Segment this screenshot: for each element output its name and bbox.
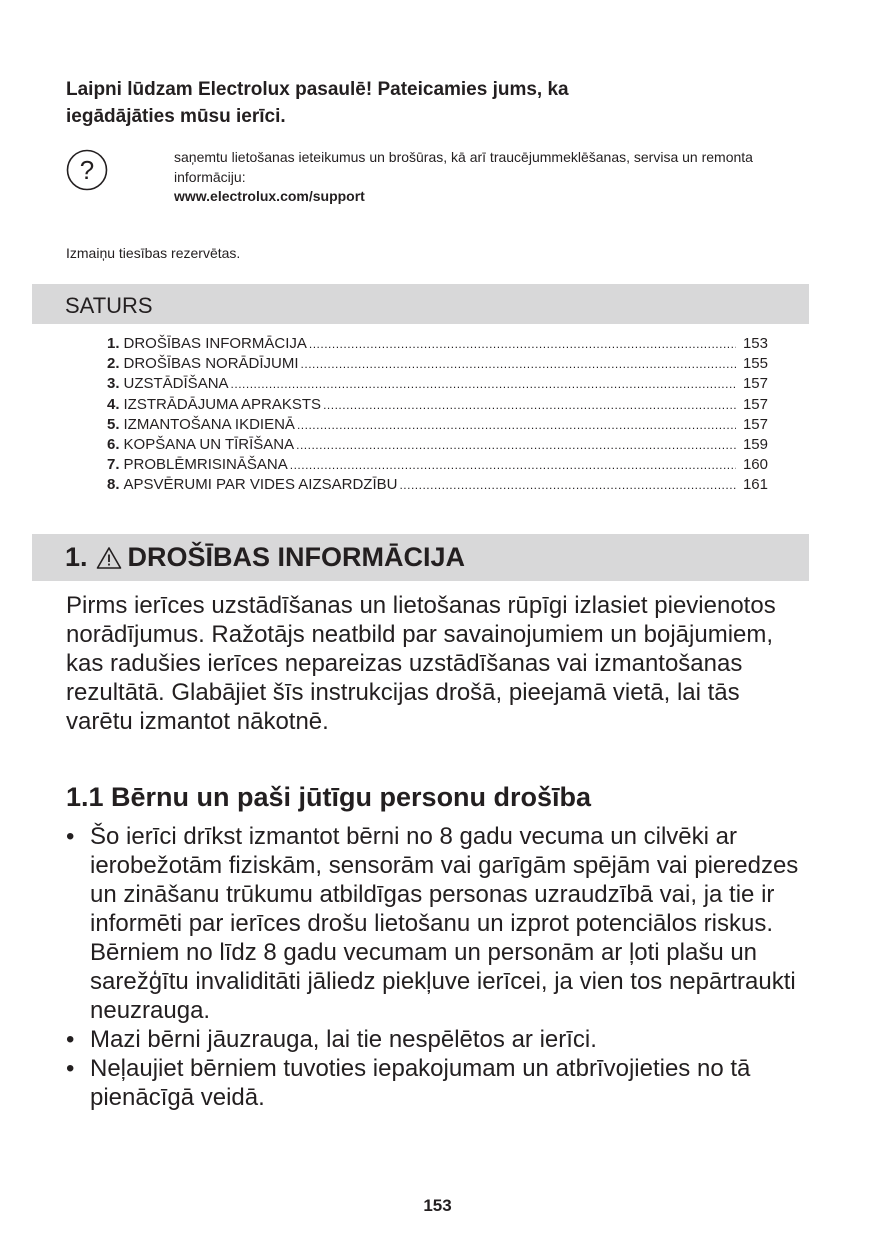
- toc-item-number: 4.: [107, 395, 120, 413]
- child-safety-list: [66, 822, 811, 1112]
- list-item: • Mazi bērni jāuzrauga, lai tie nespēlētos ar ierīci.: [66, 1025, 811, 1054]
- toc-header-band: [32, 284, 809, 324]
- toc-item[interactable]: [107, 395, 768, 415]
- toc-item-number: 5.: [107, 415, 120, 433]
- toc-item-title: IZMANTOŠANA IKDIENĀ: [123, 415, 295, 433]
- rights-notice: Izmaiņu tiesības rezervētas.: [66, 245, 241, 261]
- toc-item-page: 161: [742, 476, 768, 494]
- toc-item[interactable]: [107, 475, 768, 495]
- toc-item[interactable]: [107, 354, 768, 374]
- question-circle-icon: [66, 149, 108, 191]
- toc-item[interactable]: [107, 334, 768, 354]
- toc-item-title: KOPŠANA UN TĪRĪŠANA: [123, 435, 295, 453]
- page-number: 153: [423, 1196, 452, 1215]
- safety-intro-paragraph: Pirms ierīces uzstādīšanas un lietošanas rūpīgi izlasiet pievienotos norādījumus. Ražotājs neatbild par savainojumiem un bojājumiem, kas radušies ierīces nepareizas uzstādīšanas vai izmantošanas rezultātā. Glabājiet šīs instrukcijas drošā, pieejamā vietā, lai tās varētu izmantot nākotnē.: [66, 592, 776, 735]
- section-title: DROŠĪBAS INFORMĀCIJA: [127, 542, 466, 572]
- toc-item-number: 2.: [107, 355, 120, 373]
- toc-item-page: 157: [742, 375, 768, 393]
- toc-item-page: 155: [742, 355, 768, 373]
- toc-item-page: 159: [742, 435, 768, 453]
- subsection-heading: 1.1 Bērnu un paši jūtīgu personu drošība: [66, 782, 592, 812]
- toc-item-title: IZSTRĀDĀJUMA APRAKSTS: [123, 395, 322, 413]
- toc-item-page: 157: [742, 395, 768, 413]
- support-link[interactable]: www.electrolux.com/support: [174, 188, 365, 204]
- toc-item-page: 160: [742, 456, 768, 474]
- list-item: • Šo ierīci drīkst izmantot bērni no 8 gadu vecuma un cilvēki ar ierobežotām fiziskām, sensorām vai garīgām spējām vai pieredzes un zināšanu trūkumu atbildīgas personas uzraudzībā vai, ja tie ir informēti par ierīces drošu lietošanu un izprot potenciālos riskus. Bērniem no līdz 8 gadu vecumam un personām ar ļoti plašu un sarežģītu invaliditāti jāliedz piekļuve ierīcei, ja vien tos nepārtraukti neuzrauga.: [66, 822, 811, 1025]
- toc-item[interactable]: [107, 415, 768, 435]
- table-of-contents: [107, 334, 768, 496]
- toc-leader: [323, 395, 736, 415]
- toc-leader: [296, 435, 736, 455]
- toc-leader: [297, 415, 736, 435]
- support-text: saņemtu lietošanas ieteikumus un brošūras, kā arī traucējummeklēšanas, servisa un remonta informāciju:: [174, 149, 753, 185]
- toc-item-title: PROBLĒMRISINĀŠANA: [123, 456, 288, 474]
- support-info: [174, 148, 814, 207]
- svg-text:?: ?: [79, 155, 95, 185]
- toc-item[interactable]: [107, 455, 768, 475]
- toc-leader: [309, 334, 736, 354]
- warning-triangle-icon: [96, 546, 122, 570]
- welcome-line-2: iegādājāties mūsu ierīci.: [66, 106, 286, 127]
- toc-item-page: 153: [742, 335, 768, 352]
- section-number: 1.: [65, 542, 88, 572]
- toc-title: SATURS: [65, 293, 153, 318]
- toc-item-title: APSVĒRUMI PAR VIDES AIZSARDZĪBU: [123, 476, 398, 494]
- list-item: • Neļaujiet bērniem tuvoties iepakojumam un atbrīvojieties no tā pienācīgā veidā.: [66, 1054, 811, 1112]
- toc-leader: [231, 374, 736, 394]
- welcome-heading: [66, 76, 766, 130]
- welcome-line-1: Laipni lūdzam Electrolux pasaulē! Pateicamies jums, ka: [66, 79, 569, 100]
- toc-item[interactable]: [107, 374, 768, 394]
- toc-leader: [301, 354, 736, 374]
- toc-item-number: 8.: [107, 476, 120, 494]
- toc-leader: [290, 455, 736, 475]
- section-heading: [65, 542, 465, 573]
- toc-item[interactable]: [107, 435, 768, 455]
- section-header-band: [32, 534, 809, 581]
- toc-item-number: 6.: [107, 435, 120, 453]
- toc-item-title: UZSTĀDĪŠANA: [123, 375, 229, 393]
- toc-item-number: 1.: [107, 335, 120, 352]
- toc-item-number: 7.: [107, 456, 120, 474]
- toc-item-title: DROŠĪBAS NORĀDĪJUMI: [123, 355, 299, 373]
- toc-item-title: DROŠĪBAS INFORMĀCIJA: [123, 335, 307, 352]
- toc-item-page: 157: [742, 415, 768, 433]
- toc-leader: [399, 475, 736, 495]
- toc-item-number: 3.: [107, 375, 120, 393]
